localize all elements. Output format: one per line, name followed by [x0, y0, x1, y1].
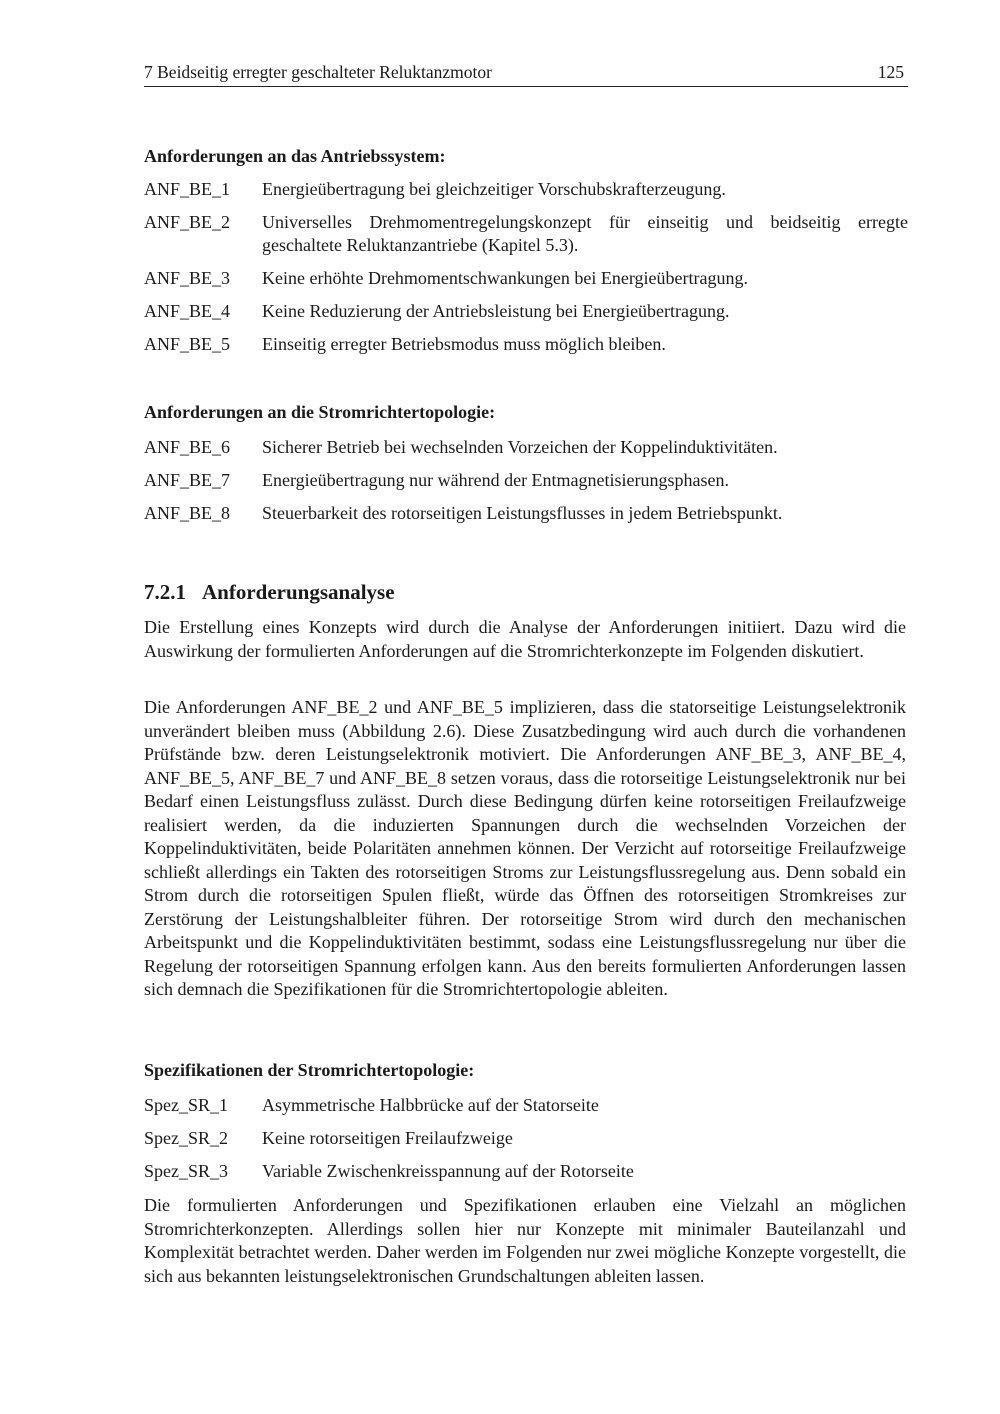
- antriebssystem-heading: Anforderungen an das Antriebssystem:: [144, 146, 446, 166]
- requirement-code: ANF_BE_4: [144, 301, 231, 321]
- requirement-code: ANF_BE_1: [144, 179, 231, 199]
- antriebssystem-requirements: [144, 178, 908, 356]
- requirement-text: Sicherer Betrieb bei wechselnden Vorzeichen der Koppelinduktivitäten.: [262, 437, 778, 457]
- requirement-item: [144, 178, 908, 201]
- requirement-item: [144, 211, 908, 257]
- specification-item: [144, 1160, 908, 1183]
- requirement-code: ANF_BE_2: [144, 212, 231, 232]
- stromrichter-heading: Anforderungen an die Stromrichtertopologie:: [144, 402, 496, 422]
- page-number: 125: [877, 62, 904, 82]
- subsection-number: 7.2.1: [144, 580, 186, 604]
- requirement-text: Universelles Drehmomentregelungskonzept für einseitig und beidseitig erregte geschaltete Reluktanzantriebe (Kapitel 5.3).: [262, 212, 908, 255]
- requirement-item: [144, 267, 908, 290]
- requirement-text: Einseitig erregter Betriebsmodus muss möglich bleiben.: [262, 334, 666, 354]
- requirement-code: ANF_BE_6: [144, 437, 231, 457]
- spezifikationen-heading: Spezifikationen der Stromrichtertopologie:: [144, 1060, 475, 1080]
- requirement-code: ANF_BE_3: [144, 268, 231, 288]
- running-header: [144, 62, 908, 87]
- stromrichter-requirements: [144, 436, 908, 525]
- closing-paragraph: Die formulierten Anforderungen und Spezifikationen erlauben eine Vielzahl an möglichen Stromrichterkonzepten. Allerdings sollen hier nur Konzepte mit minimaler Bauteilanzahl und Komplexität betrachtet werden. Daher werden im Folgenden nur zwei mögliche Konzepte vorgestellt, die sich aus bekannten leistungselektronischen Grundschaltungen ableiten lassen.: [144, 1195, 906, 1286]
- requirement-item: [144, 469, 908, 492]
- specification-code: Spez_SR_2: [144, 1128, 229, 1148]
- requirement-item: [144, 300, 908, 323]
- specification-code: Spez_SR_3: [144, 1161, 229, 1181]
- requirement-text: Keine erhöhte Drehmomentschwankungen bei Energieübertragung.: [262, 268, 748, 288]
- specification-text: Keine rotorseitigen Freilaufzweige: [262, 1128, 513, 1148]
- requirement-item: [144, 333, 908, 356]
- requirement-code: ANF_BE_5: [144, 334, 231, 354]
- requirement-text: Energieübertragung bei gleichzeitiger Vorschubskrafterzeugung.: [262, 179, 726, 199]
- requirement-text: Keine Reduzierung der Antriebsleistung bei Energieübertragung.: [262, 301, 730, 321]
- subsection-heading: [144, 580, 395, 605]
- requirement-code: ANF_BE_8: [144, 503, 231, 523]
- specification-text: Asymmetrische Halbbrücke auf der Statorseite: [262, 1095, 599, 1115]
- specification-code: Spez_SR_1: [144, 1095, 229, 1115]
- requirement-text: Energieübertragung nur während der Entmagnetisierungsphasen.: [262, 470, 730, 490]
- subsection-title: Anforderungsanalyse: [202, 580, 395, 604]
- analysis-paragraph-2: Die Anforderungen ANF_BE_2 und ANF_BE_5 implizieren, dass die statorseitige Leistungselektronik unverändert bleiben muss (Abbildung 2.6). Diese Zusatzbedingung wird auch durch die vorhandenen Prüfstände bzw. deren Leistungselektronik motiviert. Die Anforderungen ANF_BE_3, ANF_BE_4, ANF_BE_5, ANF_BE_7 und ANF_BE_8 setzen voraus, dass die rotorseitige Leistungselektronik nur bei Bedarf einen Leistungsfluss zulässt. Durch diese Bedingung dürfen keine rotorseitigen Freilaufzweige realisiert werden, da die induzierten Spannungen durch die wechselnden Vorzeichen der Koppelinduktivitäten, beide Polaritäten annehmen können. Der Verzicht auf rotorseitige Freilaufzweige schließt allerdings ein Takten des rotorseitigen Stroms zur Leistungsflussregelung aus. Denn sobald ein Strom durch die rotorseitigen Spulen fließt, würde das Öffnen des rotorseitigen Stromkreises zur Zerstörung der Leistungshalbleiter führen. Der rotorseitige Strom wird durch den mechanischen Arbeitspunkt und die Koppelinduktivitäten bestimmt, sodass eine Leistungsflussregelung nur über die Regelung der rotorseitigen Spannung erfolgen kann. Aus den bereits formulierten Anforderungen lassen sich demnach die Spezifikationen für die Stromrichtertopologie ableiten.: [144, 697, 906, 999]
- requirement-item: [144, 436, 908, 459]
- requirement-code: ANF_BE_7: [144, 470, 231, 490]
- specification-item: [144, 1094, 908, 1117]
- specification-text: Variable Zwischenkreisspannung auf der Rotorseite: [262, 1161, 634, 1181]
- requirement-text: Steuerbarkeit des rotorseitigen Leistungsflusses in jedem Betriebspunkt.: [262, 503, 783, 523]
- chapter-title: 7 Beidseitig erregter geschalteter Reluktanzmotor: [144, 62, 492, 82]
- analysis-paragraph-1: Die Erstellung eines Konzepts wird durch die Analyse der Anforderungen initiiert. Dazu wird die Auswirkung der formulierten Anforderungen auf die Stromrichterkonzepte im Folgenden diskutiert.: [144, 617, 906, 661]
- specification-item: [144, 1127, 908, 1150]
- spezifikationen-list: [144, 1094, 908, 1183]
- requirement-item: [144, 502, 908, 525]
